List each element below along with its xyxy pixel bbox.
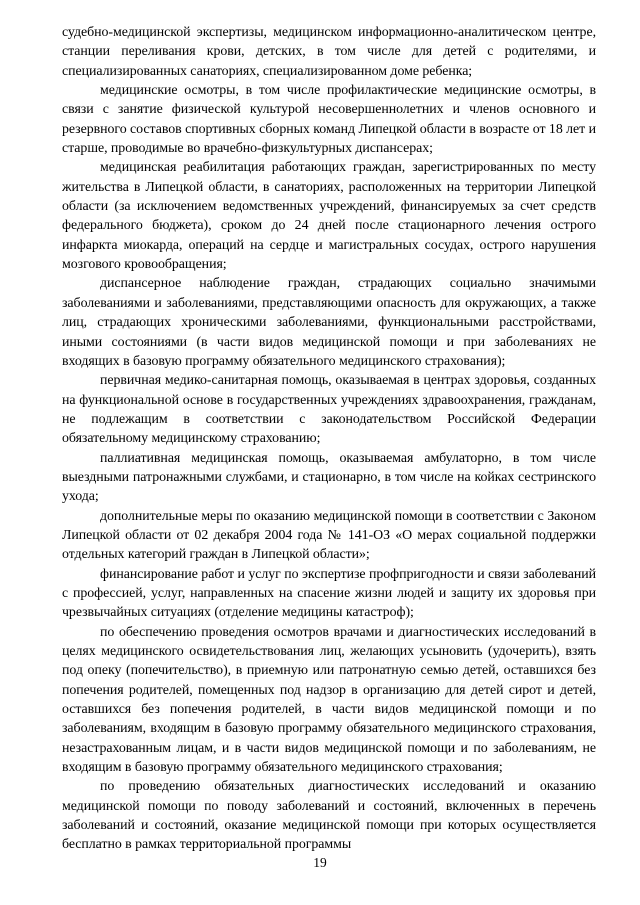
paragraph-9: по обеспечению проведения осмотров врачами и диагностических исследований в целях медицинского освидетельствования лиц, желающих усыновить (удочерить), взять под опеку (попечительство), в приемную или патронатную семью детей, оставшихся без попечения родителей, помещенных под надзор в организацию для детей сирот и детей, оставшихся без попечения родителей, в части видов медицинской помощи и по заболеваниям, входящим в базовую программу обязательного медицинского страхования, незастрахованным лицам, и в части видов медицинской помощи и по заболеваниям, не входящим в базовую программу обязательного медицинского страхования; [62,624,596,776]
paragraph-4: диспансерное наблюдение граждан, страдающих социально значимыми заболеваниями и заболеваниями, представляющими опасность для окружающих, а также лиц, страдающих хроническими заболеваниями, функциональными расстройствами, иными состояниями (в части видов медицинской помощи и при заболеваниях не входящих в базовую программу обязательного медицинского страхования); [62,276,596,369]
paragraph-3: медицинская реабилитация работающих граждан, зарегистрированных по месту жительства в Липецкой области, в санаториях, расположенных на территории Липецкой области (за исключением ведомственных учреждений, финансируемых за счет средств федерального бюджета), сроком до 24 дней после стационарного лечения острого инфаркта миокарда, операций на сердце и магистральных сосудах, острого нарушения мозгового кровообращения; [62,160,596,273]
paragraph-1: судебно-медицинской экспертизы, медицинском информационно-аналитическом центре, станции переливания крови, детских, в том числе для детей с родителями, и специализированных санаториях, специализированном доме ребенка; [62,25,596,79]
paragraph-2: медицинские осмотры, в том числе профилактические медицинские осмотры, в связи с занятие физической культурой несовершеннолетних и членов основного и резервного составов спортивных сборных команд Липецкой области в возрасте от 18 лет и старше, проводимые во врачебно-физкультурных диспансерах; [62,83,596,157]
paragraph-7: дополнительные меры по оказанию медицинской помощи в соответствии с Законом Липецкой области от 02 декабря 2004 года № 141-ОЗ «О мерах социальной поддержки отдельных категорий граждан в Липецкой области»; [62,508,596,563]
page-number: 19 [313,855,327,870]
paragraph-6: паллиативная медицинская помощь, оказываемая амбулаторно, в том числе выездными патронажными службами, и стационарно, в том числе на койках сестринского ухода; [62,450,596,505]
paragraph-5: первичная медико-санитарная помощь, оказываемая в центрах здоровья, созданных на функциональной основе в государственных учреждениях здравоохранения, гражданам, не подлежащим в соответствии с законодательством Российской Федерации обязательному медицинскому страхованию; [62,373,596,447]
paragraph-10: по проведению обязательных диагностических исследований и оказанию медицинской помощи по поводу заболеваний и состояний, включенных в перечень заболеваний и состояний, оказание медицинской помощи при которых осуществляется бесплатно в рамках территориальной программы [62,779,596,853]
document-body [62,23,596,855]
paragraph-8: финансирование работ и услуг по экспертизе профпригодности и связи заболеваний с профессией, услуг, направленных на спасение жизни людей и защиту их здоровья при чрезвычайных ситуациях (отделение медицины катастроф); [62,566,596,621]
